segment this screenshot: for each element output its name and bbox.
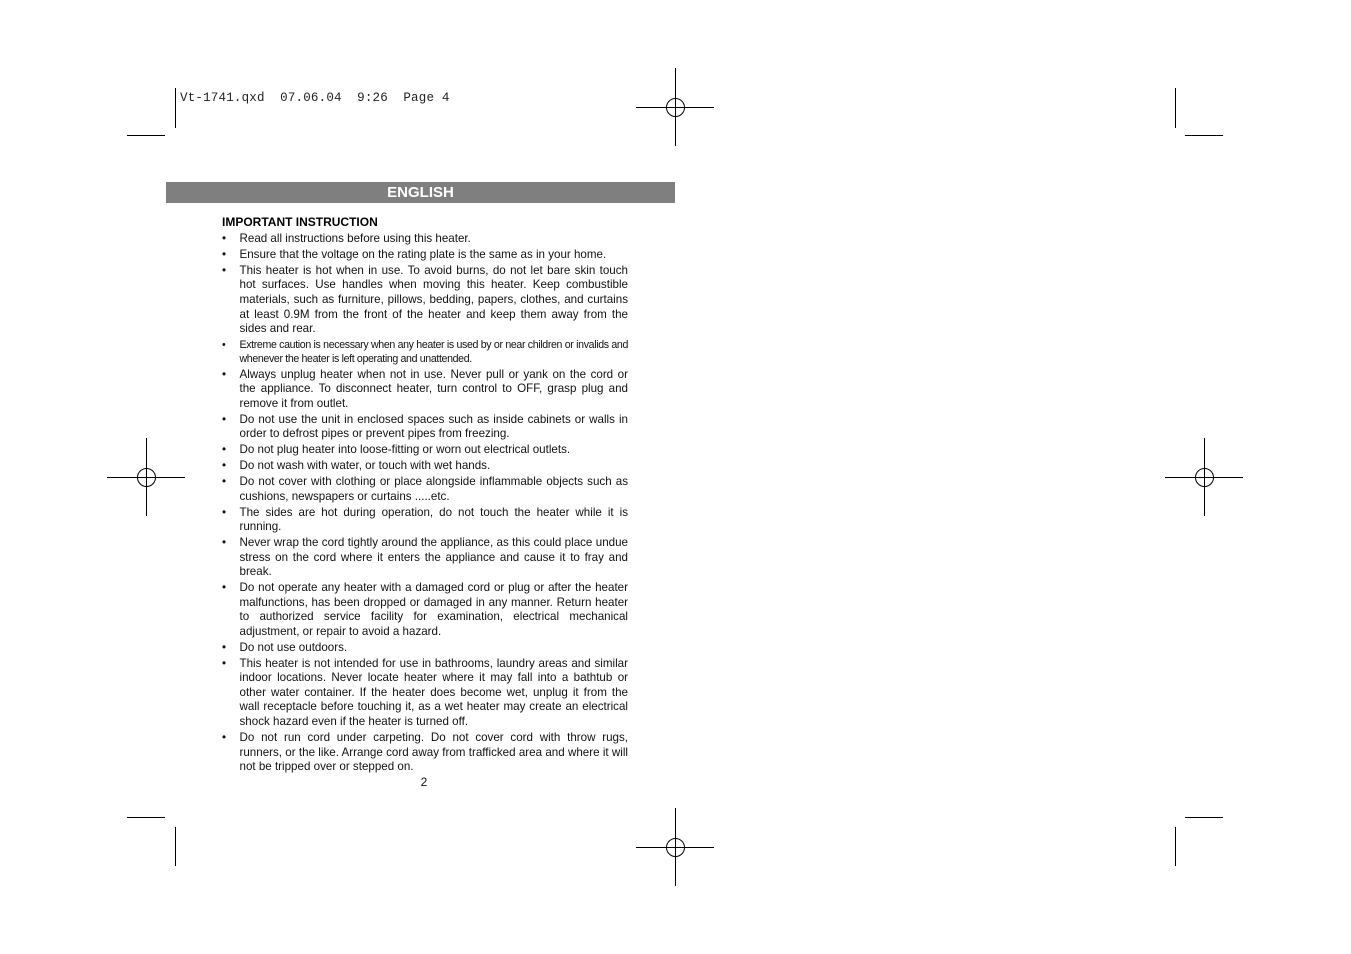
crop-mark-top-right-vertical [1175,88,1176,128]
crop-mark-bottom-left-vertical [175,827,176,866]
list-item: • This heater is not intended for use in bathrooms, laundry areas and similar indoor locations. Never locate heater where it may fall into a bathtub or other water container. If the heater does become wet, unplug it from the wall receptacle before touching it, as a wet heater may create an electrical shock hazard even if the heater is turned off. [222,657,628,730]
language-header: ENGLISH [166,182,675,203]
crop-mark-top-left-horizontal [127,135,165,136]
registration-mark-bottom [636,808,714,886]
list-item: • Do not cover with clothing or place alongside inflammable objects such as cushions, newspapers or curtains .....etc. [222,475,628,504]
list-item: • This heater is hot when in use. To avoid burns, do not let bare skin touch hot surfaces. Use handles when moving this heater. Keep combustible materials, such as furniture, pillows, bedding, papers, clothes, and curtains at least 0.9M from the front of the heater and keep them away from the sides and rear. [222,264,628,337]
list-item: • Do not use the unit in enclosed spaces such as inside cabinets or walls in order to defrost pipes or prevent pipes from freezing. [222,413,628,442]
list-item: • Ensure that the voltage on the rating plate is the same as in your home. [222,248,628,263]
page-number: 2 [420,775,428,789]
crop-mark-top-left-vertical [175,88,176,128]
crop-mark-bottom-left-horizontal [127,817,165,818]
section-heading: IMPORTANT INSTRUCTION [222,215,378,229]
instruction-list [222,232,628,776]
list-item: • Do not plug heater into loose-fitting or worn out electrical outlets. [222,443,628,458]
list-item: • Always unplug heater when not in use. Never pull or yank on the cord or the appliance. To disconnect heater, turn control to OFF, grasp plug and remove it from outlet. [222,368,628,412]
list-item: • Do not operate any heater with a damaged cord or plug or after the heater malfunctions, has been dropped or damaged in any manner. Return heater to authorized service facility for examination, electrical mechanical adjustment, or repair to avoid a hazard. [222,581,628,639]
list-item: • Do not wash with water, or touch with wet hands. [222,459,628,474]
list-item: • Extreme caution is necessary when any heater is used by or near children or invalids and whenever the heater is left operating and unattended. [222,338,628,366]
registration-mark-top [636,68,714,146]
registration-mark-left [107,438,185,516]
list-item: • The sides are hot during operation, do not touch the heater while it is running. [222,506,628,535]
crop-mark-top-right-horizontal [1185,135,1223,136]
print-slug: Vt-1741.qxd 07.06.04 9:26 Page 4 [180,91,450,105]
list-item: • Do not run cord under carpeting. Do not cover cord with throw rugs, runners, or the like. Arrange cord away from trafficked area and where it will not be tripped over or stepped on. [222,731,628,775]
list-item: • Do not use outdoors. [222,641,628,656]
list-item: • Never wrap the cord tightly around the appliance, as this could place undue stress on the cord where it enters the appliance and cause it to fray and break. [222,536,628,580]
list-item: • Read all instructions before using this heater. [222,232,628,247]
crop-mark-bottom-right-horizontal [1185,817,1223,818]
registration-mark-right [1165,438,1243,516]
crop-mark-bottom-right-vertical [1175,827,1176,866]
